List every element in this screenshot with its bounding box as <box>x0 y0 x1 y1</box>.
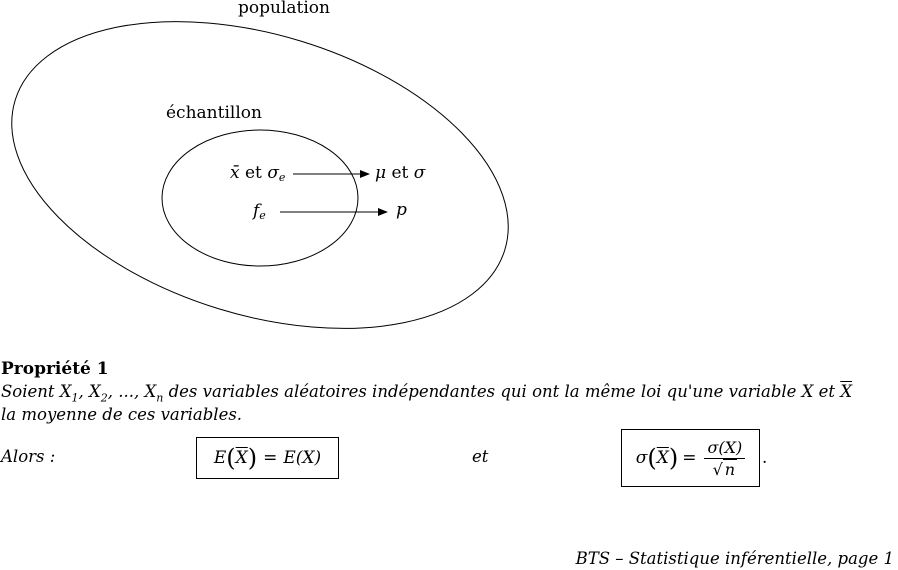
population-proportion: p <box>396 200 407 220</box>
property-statement-line2: la moyenne de ces variables. <box>1 405 243 424</box>
standard-deviation-formula-box: σ ( $\overline{X}$ ) = $\frac{\sigma(X)}{√ n}$ <box>621 429 760 487</box>
expectation-formula-box: E ( $\overline{X}$ ) = E(X) <box>196 437 339 479</box>
property-statement-line1: Soient $X_1$, $X_2$, ..., $X_n$ des variables aléatoires indépendantes qui ont la même loi qu'une variable X et $\overline{X}$ <box>1 382 853 405</box>
sample-frequency: $f_e$ <box>253 201 266 222</box>
population-label: population <box>238 0 330 18</box>
sample-label: échantillon <box>166 103 262 123</box>
et-label: et <box>472 447 489 466</box>
page-footer: BTS – Statistique inférentielle, page 1 <box>575 549 894 568</box>
sample-ellipse <box>162 130 358 266</box>
property-title: Propriété 1 <box>1 359 109 379</box>
sample-mean-and-sd: x̄ et $\sigma_e$ <box>230 163 286 184</box>
population-mean-and-sd: μ et σ <box>375 163 426 183</box>
formula-period: . <box>762 448 768 467</box>
alors-label: Alors : <box>1 447 56 466</box>
